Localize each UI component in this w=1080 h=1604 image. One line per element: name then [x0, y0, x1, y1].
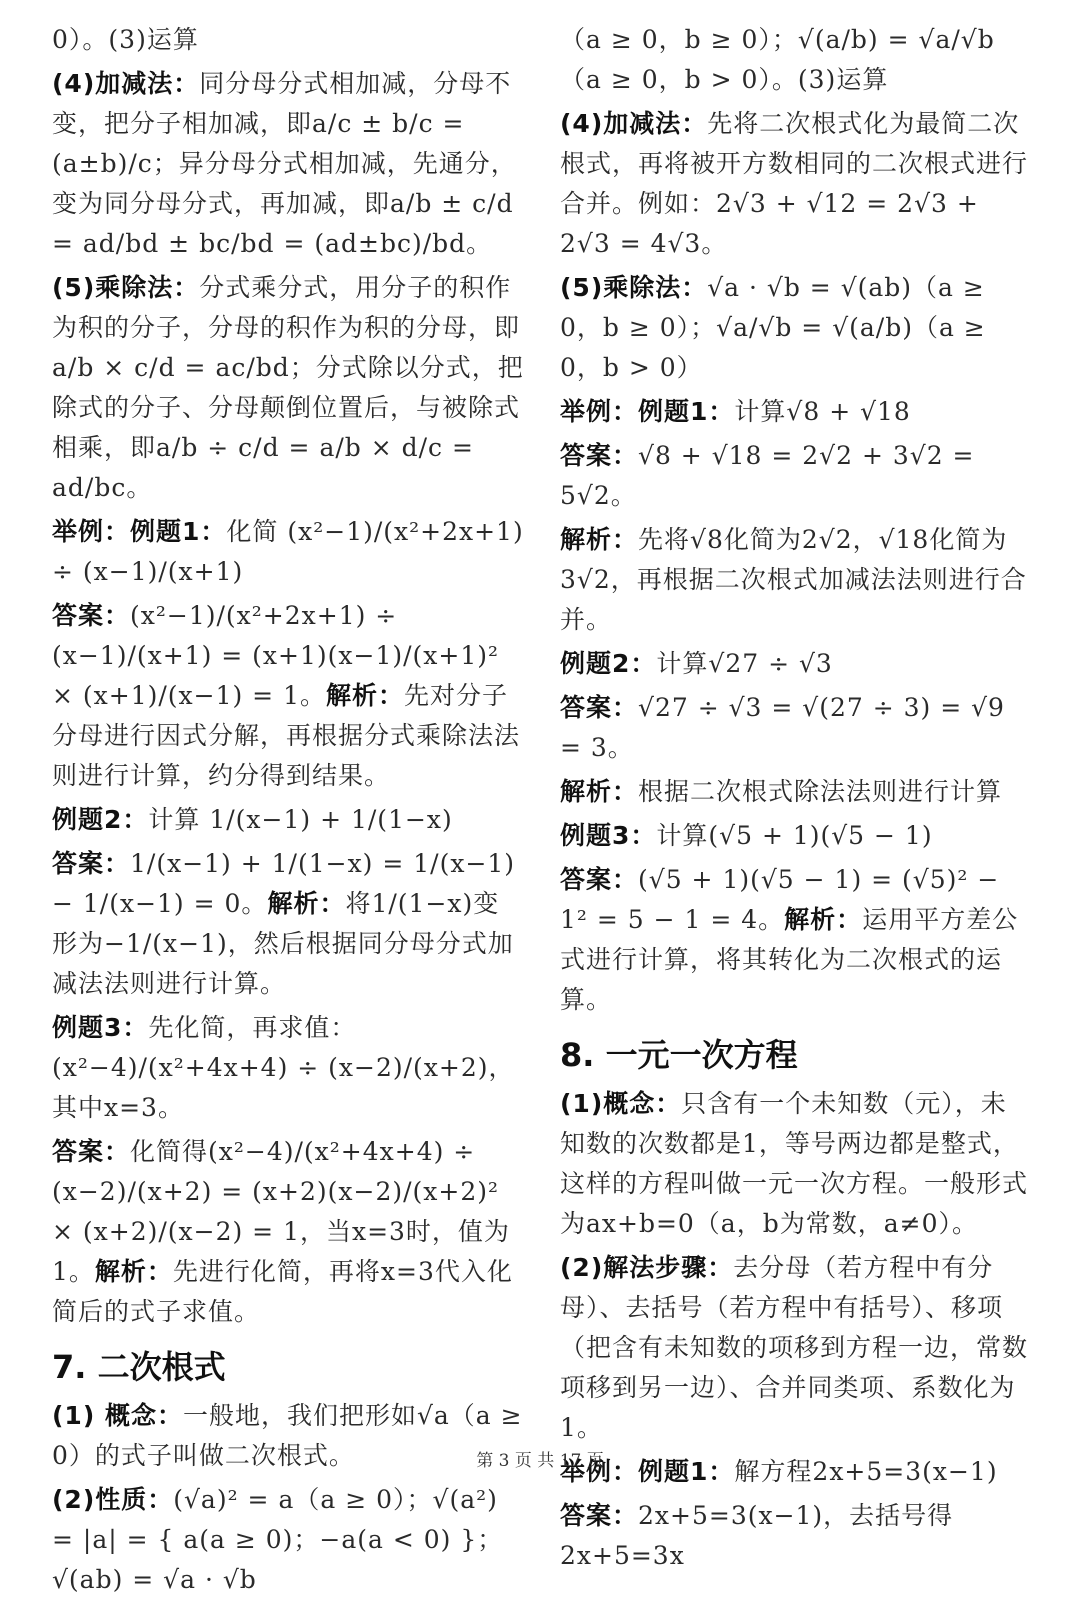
radical-concept-text: 一般地，我们把形如√a（a ≥ 0）的式子叫做二次根式。: [52, 1401, 523, 1470]
analysis-label: 解析：: [325, 681, 404, 710]
radical-example3-answer: [560, 860, 1030, 1020]
linear-eq-concept-title: (1)概念：: [560, 1089, 682, 1118]
left-line-1: 0）。(3)运算: [52, 25, 199, 54]
answer-label: 答案：: [560, 865, 639, 894]
analysis-label: 解析：: [560, 525, 639, 554]
example3-question: [52, 1008, 524, 1128]
example1-answer-text: (x²−1)/(x²+2x+1) ÷ (x−1)/(x+1) = (x+1)(x−1)/(x+1)² × (x+1)/(x−1) = 1。: [52, 601, 500, 710]
example3-analysis-text: 先进行化简，再将x=3代入化简后的式子求值。: [52, 1257, 513, 1326]
linear-example1-answer-text: 2x+5=3(x−1)，去括号得2x+5=3x: [560, 1501, 954, 1570]
radical-example1-analysis: [560, 520, 1030, 640]
radical-addsub-text: 先将二次根式化为最简二次根式，再将被开方数相同的二次根式进行合并。例如：2√3 + √12 = 2√3 + 2√3 = 4√3。: [560, 109, 1029, 258]
radical-example1-label: 例题1：: [638, 397, 735, 426]
example3-label: 例题3：: [52, 1013, 149, 1042]
example-label: 举例：: [560, 1457, 639, 1486]
left-column: [52, 20, 524, 1604]
linear-example1-answer: [560, 1496, 1030, 1576]
radical-example1-answer-text: √8 + √18 = 2√2 + 3√2 = 5√2。: [560, 441, 975, 510]
analysis-label: 解析：: [94, 1257, 173, 1286]
radical-muldiv-paragraph: [560, 268, 1030, 388]
section7-heading: 7. 二次根式: [52, 1348, 226, 1386]
radical-addsub-paragraph: [560, 104, 1030, 264]
radical-example2-question: [560, 644, 1030, 684]
linear-eq-steps-paragraph: [560, 1248, 1030, 1448]
fraction-addsub-text: 同分母分式相加减，分母不变，把分子相加减，即a/c ± b/c = (a±b)/c；异分母分式相加减，先通分，变为同分母分式，再加减，即a/b ± c/d = ad/bd ± bc/bd = (ad±bc)/bd。: [52, 69, 517, 258]
example1-question-text: 化简 (x²−1)/(x²+2x+1) ÷ (x−1)/(x+1): [52, 517, 524, 586]
radical-example1-question-text: 计算√8 + √18: [734, 397, 911, 426]
answer-label: 答案：: [560, 693, 639, 722]
fraction-addsub-title: (4)加减法：: [52, 69, 200, 98]
answer-label: 答案：: [560, 441, 639, 470]
example2-answer: [52, 844, 524, 1004]
fraction-muldiv-paragraph: [52, 268, 524, 508]
example2-question-text: 计算 1/(x−1) + 1/(1−x): [148, 805, 453, 834]
radical-example3-analysis-text: 运用平方差公式进行计算，将其转化为二次根式的运算。: [560, 905, 1019, 1014]
section8-heading: 8. 一元一次方程: [560, 1036, 798, 1074]
example3-answer-text: 化简得(x²−4)/(x²+4x+4) ÷ (x−2)/(x+2) = (x+2)(x−2)/(x+2)² × (x+2)/(x−2) = 1，当x=3时，值为1。: [52, 1137, 510, 1286]
radical-example2-question-text: 计算√27 ÷ √3: [656, 649, 833, 678]
analysis-label: 解析：: [267, 889, 346, 918]
answer-label: 答案：: [52, 1137, 131, 1166]
example1-answer: [52, 596, 524, 796]
analysis-label: 解析：: [784, 905, 863, 934]
radical-example2-answer-text: √27 ÷ √3 = √(27 ÷ 3) = √9 = 3。: [560, 693, 1005, 762]
example2-label: 例题2：: [52, 805, 149, 834]
radical-example3-answer-text: (√5 + 1)(√5 − 1) = (√5)² − 1² = 5 − 1 = 4。: [560, 865, 1000, 934]
answer-label: 答案：: [52, 849, 131, 878]
right-column: [560, 20, 1030, 1580]
linear-example1-label: 例题1：: [638, 1457, 735, 1486]
radical-example1-question: [560, 392, 1030, 432]
answer-label: 答案：: [52, 601, 131, 630]
radical-property-paragraph: [52, 1480, 524, 1600]
example-label: 举例：: [560, 397, 639, 426]
right-line-1: （a ≥ 0，b ≥ 0）；√(a/b) = √a/√b（a ≥ 0，b > 0）。(3)运算: [560, 25, 995, 94]
fraction-muldiv-title: (5)乘除法：: [52, 273, 200, 302]
linear-eq-steps-title: (2)解法步骤：: [560, 1253, 734, 1282]
radical-property-text: (√a)² = a（a ≥ 0）；√(a²) = |a| = { a(a ≥ 0)；−a(a < 0) }；√(ab) = √a · √b: [52, 1485, 504, 1594]
radical-example2-label: 例题2：: [560, 649, 657, 678]
linear-eq-steps-text: 去分母（若方程中有分母）、去括号（若方程中有括号）、移项（把含有未知数的项移到方程一边，常数项移到另一边）、合并同类项、系数化为1。: [560, 1253, 1029, 1442]
radical-example2-answer: [560, 688, 1030, 768]
linear-eq-concept-text: 只含有一个未知数（元），未知数的次数都是1，等号两边都是整式，这样的方程叫做一元一次方程。一般形式为ax+b=0（a，b为常数，a≠0）。: [560, 1089, 1029, 1238]
radical-example3-question-text: 计算(√5 + 1)(√5 − 1): [656, 821, 933, 850]
fraction-muldiv-text: 分式乘分式，用分子的积作为积的分子，分母的积作为积的分母，即a/b × c/d = ac/bd；分式除以分式，把除式的分子、分母颠倒位置后，与被除式相乘，即a/b ÷ c/d = a/b × d/c = ad/bc。: [52, 273, 524, 502]
radical-muldiv-text: √a · √b = √(ab)（a ≥ 0，b ≥ 0）；√a/√b = √(a/b)（a ≥ 0，b > 0）: [560, 273, 986, 382]
radical-example3-label: 例题3：: [560, 821, 657, 850]
example2-question: [52, 800, 524, 840]
radical-example1-analysis-text: 先将√8化简为2√2，√18化简为3√2，再根据二次根式加减法法则进行合并。: [560, 525, 1027, 634]
radical-addsub-title: (4)加减法：: [560, 109, 708, 138]
linear-example1-question-text: 解方程2x+5=3(x−1): [734, 1457, 998, 1486]
radical-concept-title: (1) 概念：: [52, 1401, 183, 1430]
linear-eq-concept-paragraph: [560, 1084, 1030, 1244]
radical-example1-answer: [560, 436, 1030, 516]
radical-example2-analysis: [560, 772, 1030, 812]
example3-question-text: 先化简，再求值：(x²−4)/(x²+4x+4) ÷ (x−2)/(x+2)，其中x=3。: [52, 1013, 515, 1122]
answer-label: 答案：: [560, 1501, 639, 1530]
example-label: 举例：: [52, 517, 131, 546]
analysis-label: 解析：: [560, 777, 639, 806]
radical-example2-analysis-text: 根据二次根式除法法则进行计算: [638, 777, 1003, 806]
example1-label: 例题1：: [130, 517, 227, 546]
radical-example3-question: [560, 816, 1030, 856]
radical-muldiv-title: (5)乘除法：: [560, 273, 708, 302]
example1-question: [52, 512, 524, 592]
radical-property-title: (2)性质：: [52, 1485, 174, 1514]
example1-analysis-text: 先对分子分母进行因式分解，再根据分式乘除法法则进行计算，约分得到结果。: [52, 681, 521, 790]
fraction-addsub-paragraph: [52, 64, 524, 264]
page-footer: 第 3 页 共 17 页: [476, 1451, 604, 1471]
example2-analysis-text: 将1/(1−x)变形为−1/(x−1)，然后根据同分母分式加减法法则进行计算。: [52, 889, 514, 998]
example3-answer: [52, 1132, 524, 1332]
example2-answer-text: 1/(x−1) + 1/(1−x) = 1/(x−1) − 1/(x−1) = 0。: [52, 849, 516, 918]
